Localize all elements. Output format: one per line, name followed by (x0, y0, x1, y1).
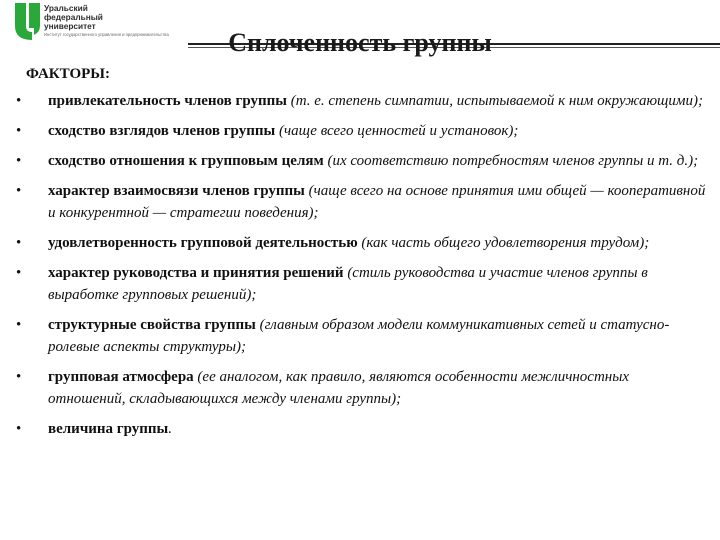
factor-name: структурные свойства группы (48, 317, 256, 333)
logo-line: университет (44, 21, 96, 31)
logo-subtitle: Институт государственного управления и предпринимательства (44, 32, 169, 37)
factor-note: (стиль руководства и участие членов группы в выработке групповых решений); (48, 265, 648, 303)
university-logo (14, 2, 174, 46)
logo-line: Уральский (44, 3, 88, 13)
bullet-icon: • (16, 421, 22, 437)
list-item (16, 418, 706, 440)
factor-name: удовлетворенность групповой деятельностью (48, 235, 358, 251)
list-item (16, 232, 706, 254)
bullet-icon: • (16, 369, 22, 385)
bullet-icon: • (16, 153, 22, 169)
factor-note: (их соответствию потребностям членов группы и т. д.); (323, 153, 699, 169)
factor-note: (чаще всего ценностей и установок); (275, 123, 519, 139)
bullet-icon: • (16, 265, 22, 281)
list-item (16, 90, 706, 112)
logo-line: федеральный (44, 12, 103, 22)
list-item (16, 120, 706, 142)
factor-note: (чаще всего на основе принятия ими общей — кооперативной и конкурентной — стратегии поведения); (48, 183, 706, 221)
bullet-icon: • (16, 183, 22, 199)
factor-name: сходство взглядов членов группы (48, 123, 276, 139)
factor-name: величина группы (48, 421, 169, 437)
bullet-icon: • (16, 235, 22, 251)
factor-note: (главным образом модели коммуникативных сетей и статусно-ролевые аспекты структуры); (48, 317, 670, 355)
factor-note: (т. е. степень симпатии, испытываемой к ним окружающими); (286, 93, 703, 109)
factor-note: . (168, 421, 173, 437)
page-title: Сплоченность группы (228, 28, 492, 57)
bullet-icon: • (16, 123, 22, 139)
logo-text (44, 4, 172, 31)
list-item (16, 314, 706, 358)
factor-name: характер взаимосвязи членов группы (48, 183, 305, 199)
factors-list (16, 90, 706, 448)
factor-note: (как часть общего удовлетворения трудом); (357, 235, 650, 251)
list-item (16, 150, 706, 172)
list-item (16, 262, 706, 306)
bullet-icon: • (16, 317, 22, 333)
factor-name: привлекательность членов группы (48, 93, 287, 109)
factor-note: (ее аналогом, как правило, являются особенности межличностных отношений, складывающихся между членами группы); (48, 369, 630, 407)
bullet-icon: • (16, 93, 22, 109)
factor-name: групповая атмосфера (48, 369, 194, 385)
ural-university-logo-icon (14, 2, 42, 42)
list-item (16, 180, 706, 224)
list-item (16, 366, 706, 410)
factor-name: характер руководства и принятия решений (48, 265, 344, 281)
factors-label: ФАКТОРЫ: (26, 66, 111, 82)
factor-name: сходство отношения к групповым целям (48, 153, 324, 169)
